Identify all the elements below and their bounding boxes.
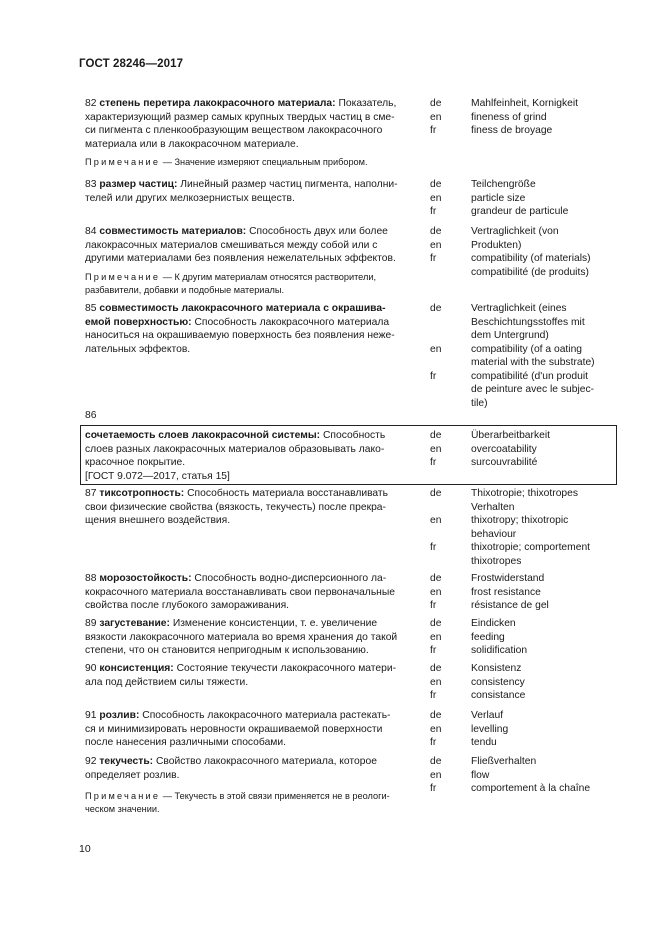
definition-line: Свойство лакокрасочного материала, которое <box>155 756 377 767</box>
lang-code: de <box>430 179 442 190</box>
definition-line: телей или других мелкозернистых веществ. <box>85 192 295 204</box>
term-name: сочетаемость слоев лакокрасочной системы: <box>85 430 321 441</box>
definition-line: наноситься на окрашиваемую поверхность без появления неже- <box>85 330 395 341</box>
translations <box>471 97 604 138</box>
translation: Mahlfeinheit, Kornigkeit <box>471 98 579 109</box>
term-number: 90 <box>85 663 97 674</box>
lang-code <box>430 528 460 542</box>
translation: fineness of grind <box>471 111 547 123</box>
language-codes <box>430 302 460 383</box>
definition-line: лательных эффектов. <box>85 343 191 355</box>
term-number: 84 <box>85 226 97 237</box>
lang-code: de <box>430 618 442 629</box>
definition-line: после нанесения различными способами. <box>85 737 286 748</box>
definition-line: Способность лакокрасочного материала растекать- <box>142 710 391 721</box>
translations <box>471 755 604 796</box>
lang-code <box>430 316 460 330</box>
page-number: 10 <box>79 843 91 855</box>
term-definition <box>85 755 419 782</box>
language-codes <box>430 572 460 613</box>
term-entry-91 <box>85 709 618 750</box>
translation: compatibilité (de produits) <box>471 266 589 278</box>
translation: comportement à la chaîne <box>471 783 591 794</box>
lang-code: fr <box>430 457 437 468</box>
translation: material with the substrate) <box>471 357 595 368</box>
language-codes <box>430 429 460 470</box>
term-name: розлив: <box>99 710 140 721</box>
term-number: 92 <box>85 756 97 767</box>
translation: compatibility (of a oating <box>471 343 583 355</box>
term-name: тиксотропность: <box>99 488 185 499</box>
note-text: — Текучесть в этой связи применяется не в реологи- <box>162 791 390 801</box>
translation: grandeur de particule <box>471 206 569 217</box>
translation: Eindicken <box>471 618 516 629</box>
lang-code: de <box>430 226 442 237</box>
term-definition <box>85 662 419 689</box>
translation: frost resistance <box>471 586 541 598</box>
note-text: разбавители, добавки и подобные материалы. <box>85 284 285 295</box>
lang-code: fr <box>430 600 437 611</box>
definition-line: Показатель, <box>338 98 397 109</box>
language-codes <box>430 709 460 750</box>
translation: solidification <box>471 645 528 656</box>
term-entry-84 <box>85 225 618 297</box>
translation: thixotropie; comportement <box>471 542 591 553</box>
term-entry-92 <box>85 755 618 816</box>
term-definition <box>85 572 419 613</box>
lang-code: fr <box>430 690 437 701</box>
translations <box>471 662 604 703</box>
lang-code: fr <box>430 737 437 748</box>
term-definition <box>85 302 419 356</box>
definition-line: характеризующий размер самых крупных твердых частиц в сме- <box>85 111 395 123</box>
definition-line: Способность <box>322 430 386 441</box>
translation: consistance <box>471 690 526 701</box>
definition-line: красочное покрытие. <box>85 457 186 468</box>
term-entry-89 <box>85 617 618 658</box>
term-definition <box>85 487 419 528</box>
translation: Vertraglichkeit (eines <box>471 303 567 314</box>
translation: thixotropes <box>471 555 522 567</box>
note-label: Примечание <box>85 157 161 167</box>
term-definition <box>85 97 419 151</box>
term-number: 86 <box>85 410 97 421</box>
term-entry-83 <box>85 178 618 217</box>
term-name: консистенция: <box>99 663 174 674</box>
definition-line: Состояние текучести лакокрасочного матери- <box>176 663 397 674</box>
lang-code <box>430 501 460 515</box>
translation: Teilchengröße <box>471 179 536 190</box>
lang-code: de <box>430 663 442 674</box>
definition-line: Способность материала восстанавливать <box>187 488 389 499</box>
lang-code: fr <box>430 645 437 656</box>
term-number: 83 <box>85 179 97 190</box>
translation: Konsistenz <box>471 663 522 674</box>
lang-code: en <box>430 676 442 688</box>
term-entry-82 <box>85 97 618 169</box>
term-entry-90 <box>85 662 618 701</box>
document-header: ГОСТ 28246—2017 <box>79 58 184 70</box>
translations <box>471 302 604 410</box>
note-label: Примечание <box>85 791 161 801</box>
translation: flow <box>471 769 490 781</box>
translation: finess de broyage <box>471 125 553 136</box>
translation: tendu <box>471 737 497 748</box>
language-codes <box>430 97 460 138</box>
lang-code <box>430 329 460 343</box>
translation: Beschichtungsstoffes mit <box>471 316 585 328</box>
translation: particle size <box>471 192 526 204</box>
lang-code: fr <box>430 253 437 264</box>
term-name: степень перетира лакокрасочного материала: <box>99 98 336 109</box>
lang-code: de <box>430 303 442 314</box>
translation: Fließverhalten <box>471 756 537 767</box>
definition-line: Способность водно-дисперсионного ла- <box>194 573 387 584</box>
definition-line: вязкости лакокрасочного материала во время хранения до такой <box>85 631 398 643</box>
term-definition <box>85 225 419 266</box>
definition-line: кокрасочного материала восстанавливать свои первоначальные <box>85 586 395 598</box>
term-definition <box>85 429 419 483</box>
term-number: 88 <box>85 573 97 584</box>
translation: dem Untergrund) <box>471 330 549 341</box>
note-text: ческом значении. <box>85 804 160 814</box>
definition-line: степени, что он становится непригодным к использованию. <box>85 645 369 656</box>
definition-line: Способность двух или более <box>249 226 388 237</box>
note-label: Примечание <box>85 271 161 282</box>
term-number: 82 <box>85 98 97 109</box>
translation: consistency <box>471 676 525 688</box>
term-name: размер частиц: <box>99 179 178 190</box>
lang-code: de <box>430 756 442 767</box>
term-definition <box>85 617 419 658</box>
translations <box>471 429 604 470</box>
lang-code: de <box>430 573 442 584</box>
lang-code: en <box>430 769 442 781</box>
lang-code: de <box>430 710 442 721</box>
source-reference: [ГОСТ 9.072—2017, статья 15] <box>85 470 230 482</box>
translation: Frostwiderstand <box>471 573 545 584</box>
term-entry-85 <box>85 302 618 409</box>
term-name: морозостойкость: <box>99 573 192 584</box>
language-codes <box>430 617 460 658</box>
term-name: текучесть: <box>99 756 154 767</box>
translations <box>471 617 604 658</box>
language-codes <box>430 755 460 796</box>
lang-code: fr <box>430 542 437 553</box>
lang-code: en <box>430 239 442 251</box>
lang-code: en <box>430 111 442 123</box>
term-number: 91 <box>85 710 97 721</box>
term-definition <box>85 709 419 750</box>
definition-line: Способность лакокрасочного материала <box>194 316 390 328</box>
lang-code: fr <box>430 370 437 382</box>
definition-line: си пигмента с пленкообразующим веществом лакокрасочного <box>85 125 383 136</box>
translations <box>471 709 604 750</box>
term-entry-88 <box>85 572 618 613</box>
translation: Thixotropie; thixotropes <box>471 488 579 499</box>
lang-code: fr <box>430 206 437 217</box>
lang-code <box>430 356 460 370</box>
language-codes <box>430 662 460 703</box>
term-name: емой поверхностью: <box>85 316 192 328</box>
lang-code: de <box>430 430 442 441</box>
lang-code: en <box>430 343 442 355</box>
definition-line: щения внешнего воздействия. <box>85 515 231 526</box>
translations <box>471 572 604 613</box>
translation: tile) <box>471 397 488 409</box>
term-definition <box>85 178 419 205</box>
definition-line: свойства после глубокого замораживания. <box>85 600 290 611</box>
translation: feeding <box>471 631 505 643</box>
language-codes <box>430 487 460 555</box>
term-entry-86 <box>85 429 618 483</box>
lang-code: en <box>430 586 442 598</box>
language-codes <box>430 225 460 266</box>
note-text: — К другим материалам относятся растворители, <box>162 271 377 282</box>
term-number: 89 <box>85 618 97 629</box>
translation: Verhalten <box>471 501 515 513</box>
translation: thixotropy; thixotropic <box>471 515 569 526</box>
language-codes <box>430 178 460 219</box>
lang-code: en <box>430 723 442 735</box>
definition-line: лакокрасочных материалов смешиваться между собой или с <box>85 239 378 251</box>
lang-code: en <box>430 631 442 643</box>
translation: compatibilité (d'un produit <box>471 370 589 382</box>
definition-line: материала или в лакокрасочном материале. <box>85 138 299 150</box>
translation: Vertraglichkeit (von <box>471 226 559 237</box>
definition-line: ала под действием силы тяжести. <box>85 676 249 688</box>
note-text: — Значение измеряют специальным прибором. <box>162 157 368 167</box>
translations <box>471 178 604 219</box>
definition-line: другими материалами без появления нежелательных эффектов. <box>85 253 396 264</box>
translation: de peinture avec le subjec- <box>471 384 595 395</box>
definition-line: Изменение консистенции, т. е. увеличение <box>172 618 378 629</box>
translation: résistance de gel <box>471 600 549 611</box>
definition-line: свои физические свойства (вязкость, текучесть) после прекра- <box>85 501 386 513</box>
translation: surcouvrabilité <box>471 457 538 468</box>
note <box>85 156 419 169</box>
definition-line: ся и минимизировать неровности окрашиваемой поверхности <box>85 723 383 735</box>
note <box>85 271 419 297</box>
term-name: совместимость лакокрасочного материала с окрашива- <box>99 303 386 314</box>
term-name: совместимость материалов: <box>99 226 247 237</box>
lang-code: en <box>430 515 442 526</box>
translation: Verlauf <box>471 710 504 721</box>
translation: behaviour <box>471 528 517 540</box>
note <box>85 790 419 816</box>
translation: overcoatability <box>471 443 537 455</box>
lang-code: fr <box>430 125 437 136</box>
translations <box>471 225 604 279</box>
term-number: 85 <box>85 303 97 314</box>
lang-code: en <box>430 192 442 204</box>
term-name: загустевание: <box>99 618 170 629</box>
lang-code: fr <box>430 783 437 794</box>
translation: compatibility (of materials) <box>471 253 591 264</box>
translation: levelling <box>471 723 509 735</box>
term-number: 87 <box>85 488 97 499</box>
lang-code: en <box>430 443 442 455</box>
lang-code: de <box>430 488 442 499</box>
lang-code: de <box>430 98 442 109</box>
definition-line: определяет розлив. <box>85 769 180 781</box>
translation: Produkten) <box>471 239 522 251</box>
term-entry-87 <box>85 487 618 567</box>
definition-line: Линейный размер частиц пигмента, наполни- <box>180 179 398 190</box>
translations <box>471 487 604 568</box>
translation: Überarbeitbarkeit <box>471 430 550 441</box>
definition-line: слоев разных лакокрасочных материалов образовывать лако- <box>85 443 385 455</box>
